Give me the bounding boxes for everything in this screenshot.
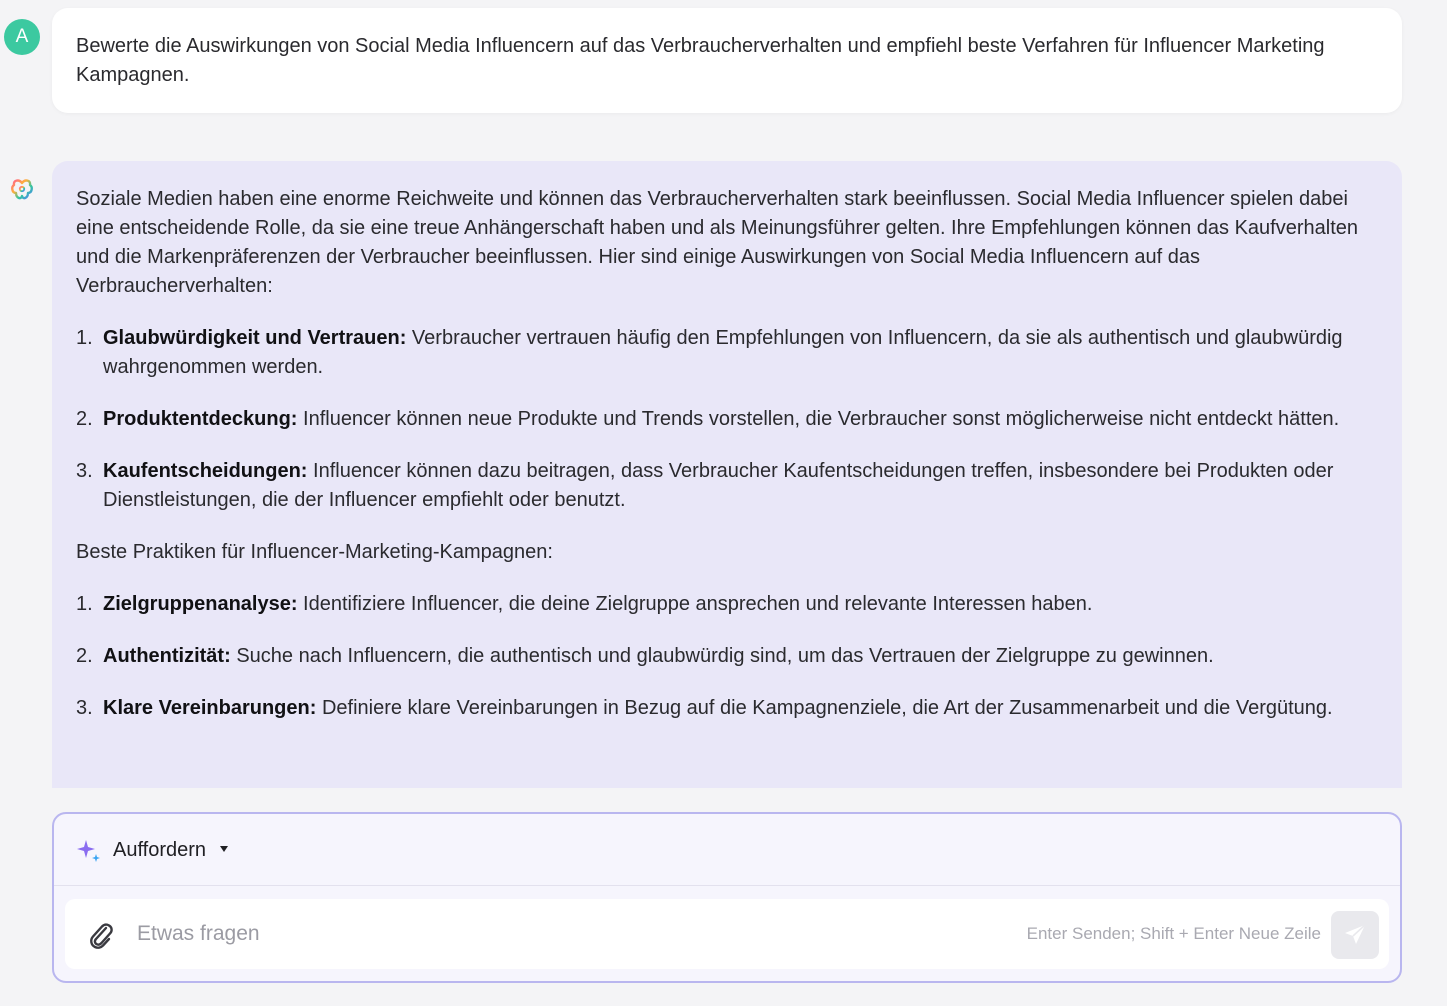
paperclip-icon[interactable] <box>87 920 115 950</box>
assistant-logo-icon <box>10 178 34 202</box>
list-item-title: Produktentdeckung: <box>103 408 298 430</box>
list-number: 2. <box>76 408 93 430</box>
list-item-text: Verbraucher vertrauen häufig den Empfehlungen von Influencern, da sie als authentisch und glaubwürdig wahrgenommen werden. <box>103 327 1343 378</box>
list-item-text: Influencer können neue Produkte und Trends vorstellen, die Verbraucher sonst möglicherweise nicht entdeckt hätten. <box>297 408 1340 430</box>
list-item <box>76 642 1380 671</box>
practices-heading: Beste Praktiken für Influencer-Marketing-Kampagnen: <box>76 541 553 563</box>
caret-down-icon[interactable] <box>220 846 228 852</box>
list-item-text: Suche nach Influencern, die authentisch und glaubwürdig sind, um das Vertrauen der Zielgruppe zu gewinnen. <box>230 645 1214 667</box>
list-number: 1. <box>76 593 93 615</box>
list-item <box>76 457 1380 515</box>
composer <box>52 812 1402 983</box>
send-icon <box>1342 922 1368 948</box>
practices-list <box>76 590 1380 723</box>
list-item <box>76 405 1380 434</box>
list-item-title: Glaubwürdigkeit und Vertrauen: <box>103 327 407 349</box>
list-item <box>76 590 1380 619</box>
list-item-title: Klare Vereinbarungen: <box>103 697 317 719</box>
input-box <box>65 899 1389 969</box>
list-number: 3. <box>76 697 93 719</box>
list-number: 1. <box>76 327 93 349</box>
effects-list <box>76 324 1380 515</box>
list-item-text: Definiere klare Vereinbarungen in Bezug auf die Kampagnenziele, die Art der Zusammenarbeit und die Vergütung. <box>316 697 1333 719</box>
list-number: 3. <box>76 460 93 482</box>
mode-label[interactable]: Auffordern <box>113 839 207 861</box>
chat-input[interactable] <box>137 917 937 951</box>
user-message-text: Bewerte die Auswirkungen von Social Media Influencern auf das Verbraucherverhalten und empfiehl beste Verfahren für Influencer Marketing Kampagnen. <box>76 35 1325 86</box>
assistant-intro: Soziale Medien haben eine enorme Reichweite und können das Verbraucherverhalten stark beeinflussen. Social Media Influencer spielen dabei eine entscheidende Rolle, da sie eine treue Anhängerschaft haben und als Meinungsführer gelten. Ihre Empfehlungen können das Kaufverhalten und die Markenpräferenzen der Verbraucher beeinflussen. Hier sind einige Auswirkungen von Social Media Influencern auf das Verbraucherverhalten: <box>76 188 1359 297</box>
list-number: 2. <box>76 645 93 667</box>
list-item-text: Influencer können dazu beitragen, dass Verbraucher Kaufentscheidungen treffen, insbesondere bei Produkten oder Dienstleistungen, die der Influencer empfiehlt oder benutzt. <box>103 460 1334 511</box>
list-item-title: Zielgruppenanalyse: <box>103 593 298 615</box>
sparkle-icon <box>76 838 102 864</box>
assistant-message <box>52 161 1402 788</box>
mode-selector[interactable] <box>54 814 1400 886</box>
user-avatar: A <box>4 19 40 55</box>
list-item-text: Identifiziere Influencer, die deine Zielgruppe ansprechen und relevante Interessen haben. <box>297 593 1093 615</box>
keyboard-hint: Enter Senden; Shift + Enter Neue Zeile <box>1026 924 1321 943</box>
list-item <box>76 324 1380 382</box>
send-button[interactable] <box>1331 911 1379 959</box>
list-item-title: Kaufentscheidungen: <box>103 460 308 482</box>
user-message <box>52 8 1402 113</box>
list-item <box>76 694 1380 723</box>
list-item-title: Authentizität: <box>103 645 231 667</box>
